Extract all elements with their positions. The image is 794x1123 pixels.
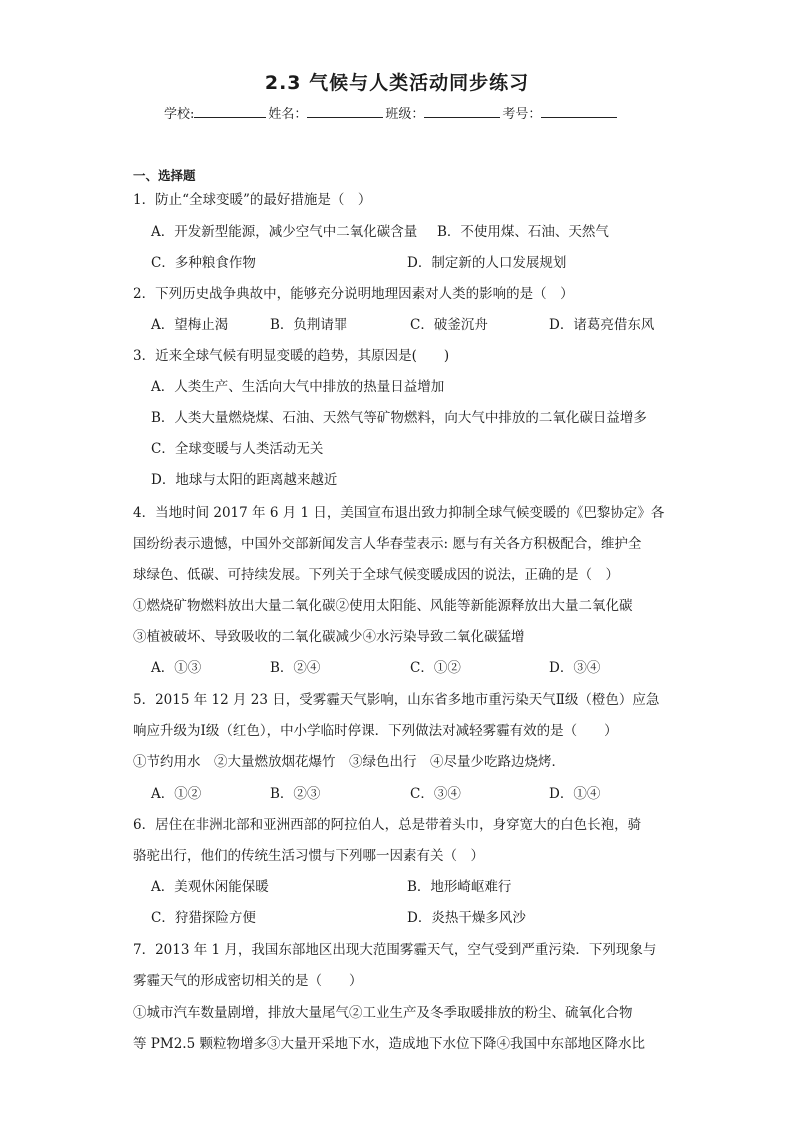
question-7-statements-line-2: 等 PM2.5 颗粒物增多③大量开采地下水，造成地下水位下降④我国中东部地区降水比 bbox=[133, 1036, 645, 1052]
question-5-option-a[interactable]: A．①② bbox=[151, 786, 202, 802]
question-6-option-d[interactable]: D．炎热干燥多风沙 bbox=[407, 910, 526, 926]
question-3-option-b[interactable]: B．人类大量燃烧煤、石油、天然气等矿物燃料，向大气中排放的二氧化碳日益增多 bbox=[151, 410, 647, 426]
name-blank[interactable] bbox=[307, 103, 383, 118]
question-3-option-d[interactable]: D．地球与太阳的距离越来越近 bbox=[151, 472, 338, 488]
question-1-option-b[interactable]: B．不使用煤、石油、天然气 bbox=[437, 224, 609, 240]
question-3-option-a[interactable]: A．人类生产、生活向大气中排放的热量日益增加 bbox=[151, 379, 445, 395]
question-5-stem-line-1: 5．2015 年 12 月 23 日，受雾霾天气影响，山东省多地市重污染天气Ⅱ级（橙色）应急 bbox=[133, 692, 660, 708]
question-1-option-c[interactable]: C．多种粮食作物 bbox=[151, 255, 256, 271]
question-6-stem-line-1: 6．居住在非洲北部和亚洲西部的阿拉伯人，总是带着头巾，身穿宽大的白色长袍，骑 bbox=[133, 817, 642, 833]
question-5-option-c[interactable]: C．③④ bbox=[410, 786, 461, 802]
question-7-stem-line-2: 雾霾天气的形成密切相关的是（ ） bbox=[133, 973, 363, 989]
question-6-option-a[interactable]: A．美观休闲能保暖 bbox=[151, 879, 269, 895]
page-title: 2.3 气候与人类活动同步练习 bbox=[264, 72, 530, 94]
question-2-option-b[interactable]: B．负荆请罪 bbox=[270, 317, 348, 333]
question-2-option-c[interactable]: C．破釜沉舟 bbox=[410, 317, 488, 333]
question-5-statements: ①节约用水 ②大量燃放烟花爆竹 ③绿色出行 ④尽量少吃路边烧烤． bbox=[133, 754, 565, 770]
question-4-option-b[interactable]: B．②④ bbox=[270, 660, 321, 676]
school-label: 学校: bbox=[164, 107, 195, 122]
question-7-stem-line-1: 7．2013 年 1 月，我国东部地区出现大范围雾霾天气，空气受到严重污染．下列现象与 bbox=[133, 942, 657, 958]
question-2-option-a[interactable]: A．望梅止渴 bbox=[151, 317, 229, 333]
section-heading: 一、选择题 bbox=[133, 168, 196, 183]
student-info-row bbox=[164, 103, 644, 122]
exam-number-label: 考号： bbox=[502, 107, 542, 122]
question-5-option-b[interactable]: B．②③ bbox=[270, 786, 321, 802]
question-1-option-d[interactable]: D．制定新的人口发展规划 bbox=[407, 255, 567, 271]
school-blank[interactable] bbox=[194, 103, 266, 118]
question-4-statements-line-2: ③植被破坏、导致吸收的二氧化碳减少④水污染导致二氧化碳猛增 bbox=[133, 629, 525, 645]
question-5-stem-line-2: 响应升级为Ⅰ级（红色），中小学临时停课．下列做法对减轻雾霾有效的是（ ） bbox=[133, 723, 618, 739]
question-7-statements-line-1: ①城市汽车数量剧增，排放大量尾气②工业生产及冬季取暖排放的粉尘、硫氧化合物 bbox=[133, 1005, 633, 1021]
question-4-stem-line-2: 国纷纷表示遗憾，中国外交部新闻发言人华春莹表示: 愿与有关各方积极配合，维护全 bbox=[133, 536, 642, 552]
question-2-stem: 2．下列历史战争典故中，能够充分说明地理因素对人类的影响的是（ ） bbox=[133, 286, 574, 302]
question-1-stem: 1．防止“全球变暖”的最好措施是（ ） bbox=[133, 192, 372, 208]
question-6-option-b[interactable]: B．地形崎岖难行 bbox=[407, 879, 512, 895]
exam-number-blank[interactable] bbox=[541, 103, 617, 118]
question-4-stem-line-3: 球绿色、低碳、可持续发展。下列关于全球气候变暖成因的说法，正确的是（ ） bbox=[133, 567, 619, 583]
question-4-option-a[interactable]: A．①③ bbox=[151, 660, 202, 676]
question-4-option-d[interactable]: D．③④ bbox=[549, 660, 601, 676]
name-label: 姓名： bbox=[268, 107, 308, 122]
question-4-statements-line-1: ①燃烧矿物燃料放出大量二氧化碳②使用太阳能、风能等新能源释放出大量二氧化碳 bbox=[133, 598, 633, 614]
question-3-option-c[interactable]: C．全球变暖与人类活动无关 bbox=[151, 441, 324, 457]
class-label: 班级： bbox=[385, 107, 425, 122]
question-1-option-a[interactable]: A．开发新型能源，减少空气中二氧化碳含量 bbox=[151, 224, 418, 240]
question-4-stem-line-1: 4．当地时间 2017 年 6 月 1 日，美国宣布退出致力抑制全球气候变暖的《巴黎协定》各 bbox=[133, 505, 665, 521]
question-5-option-d[interactable]: D．①④ bbox=[549, 786, 601, 802]
question-4-option-c[interactable]: C．①② bbox=[410, 660, 461, 676]
class-blank[interactable] bbox=[424, 103, 500, 118]
question-6-stem-line-2: 骆驼出行，他们的传统生活习惯与下列哪一因素有关（ ） bbox=[133, 848, 484, 864]
question-3-stem: 3．近来全球气候有明显变暖的趋势，其原因是( ) bbox=[133, 348, 450, 364]
question-6-option-c[interactable]: C．狩猎探险方便 bbox=[151, 910, 256, 926]
question-2-option-d[interactable]: D．诸葛亮借东风 bbox=[549, 317, 655, 333]
